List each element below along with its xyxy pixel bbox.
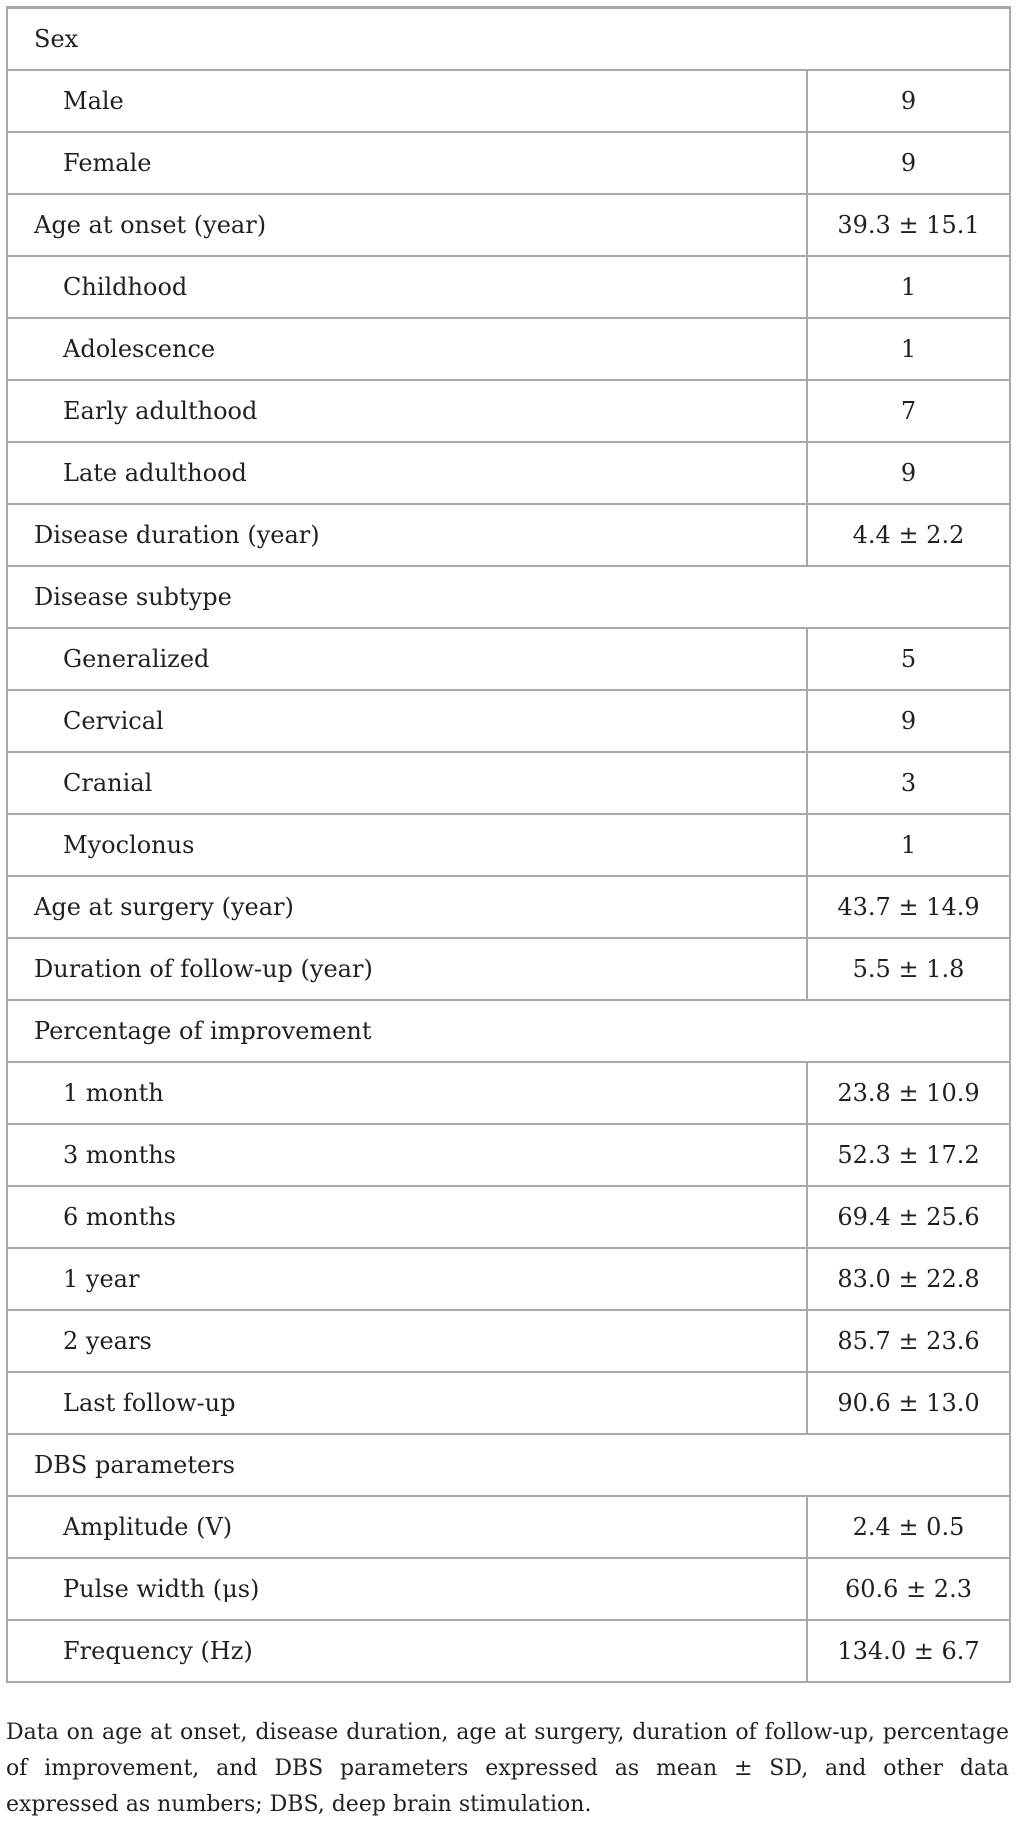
table-row xyxy=(7,1186,1010,1248)
table-footnote: Data on age at onset, disease duration, age at surgery, duration of follow-up, percentage of improvement, and DBS parameters expressed as mean ± SD, and other data expressed as numbers; DBS, deep brain stimulation. xyxy=(6,1720,1009,1817)
table-row xyxy=(7,442,1010,504)
variable-label: Duration of follow-up (year) xyxy=(7,938,807,1000)
table-section-row xyxy=(7,1000,1010,1062)
value-cell: 9 xyxy=(807,132,1010,194)
table-row xyxy=(7,1062,1010,1124)
variable-label: Age at surgery (year) xyxy=(7,876,807,938)
subcategory-label: Last follow-up xyxy=(7,1372,807,1434)
subcategory-label: Late adulthood xyxy=(7,442,807,504)
table-section-row xyxy=(7,8,1010,70)
table-row xyxy=(7,318,1010,380)
value-cell: 52.3 ± 17.2 xyxy=(807,1124,1010,1186)
table-row xyxy=(7,70,1010,132)
table-row xyxy=(7,690,1010,752)
table-row xyxy=(7,938,1010,1000)
value-cell: 1 xyxy=(807,256,1010,318)
value-cell: 9 xyxy=(807,690,1010,752)
table-row xyxy=(7,752,1010,814)
subcategory-label: Amplitude (V) xyxy=(7,1496,807,1558)
value-cell: 4.4 ± 2.2 xyxy=(807,504,1010,566)
value-cell: 134.0 ± 6.7 xyxy=(807,1620,1010,1682)
subcategory-label: 2 years xyxy=(7,1310,807,1372)
subcategory-label: Cranial xyxy=(7,752,807,814)
value-cell: 9 xyxy=(807,70,1010,132)
table-section-row xyxy=(7,1434,1010,1496)
data-table xyxy=(6,6,1011,1683)
section-label: Sex xyxy=(7,8,1010,70)
value-cell: 60.6 ± 2.3 xyxy=(807,1558,1010,1620)
value-cell: 9 xyxy=(807,442,1010,504)
table-row xyxy=(7,1310,1010,1372)
table-row xyxy=(7,814,1010,876)
table-row xyxy=(7,194,1010,256)
subcategory-label: Myoclonus xyxy=(7,814,807,876)
value-cell: 39.3 ± 15.1 xyxy=(807,194,1010,256)
table-body xyxy=(7,8,1010,1682)
subcategory-label: Cervical xyxy=(7,690,807,752)
value-cell: 23.8 ± 10.9 xyxy=(807,1062,1010,1124)
table-row xyxy=(7,1372,1010,1434)
subcategory-label: Female xyxy=(7,132,807,194)
value-cell: 85.7 ± 23.6 xyxy=(807,1310,1010,1372)
table-section-row xyxy=(7,566,1010,628)
table-row xyxy=(7,876,1010,938)
section-label: Percentage of improvement xyxy=(7,1000,1010,1062)
subcategory-label: 6 months xyxy=(7,1186,807,1248)
table-row xyxy=(7,380,1010,442)
table-row xyxy=(7,1248,1010,1310)
table-row xyxy=(7,628,1010,690)
value-cell: 83.0 ± 22.8 xyxy=(807,1248,1010,1310)
value-cell: 2.4 ± 0.5 xyxy=(807,1496,1010,1558)
subcategory-label: Generalized xyxy=(7,628,807,690)
subcategory-label: 1 month xyxy=(7,1062,807,1124)
value-cell: 3 xyxy=(807,752,1010,814)
section-label: DBS parameters xyxy=(7,1434,1010,1496)
subcategory-label: Pulse width (μs) xyxy=(7,1558,807,1620)
subcategory-label: 3 months xyxy=(7,1124,807,1186)
section-label: Disease subtype xyxy=(7,566,1010,628)
subcategory-label: 1 year xyxy=(7,1248,807,1310)
variable-label: Disease duration (year) xyxy=(7,504,807,566)
value-cell: 43.7 ± 14.9 xyxy=(807,876,1010,938)
subcategory-label: Frequency (Hz) xyxy=(7,1620,807,1682)
subcategory-label: Childhood xyxy=(7,256,807,318)
value-cell: 5 xyxy=(807,628,1010,690)
value-cell: 69.4 ± 25.6 xyxy=(807,1186,1010,1248)
table-row xyxy=(7,256,1010,318)
table-row xyxy=(7,132,1010,194)
value-cell: 1 xyxy=(807,814,1010,876)
value-cell: 90.6 ± 13.0 xyxy=(807,1372,1010,1434)
subcategory-label: Early adulthood xyxy=(7,380,807,442)
table-row xyxy=(7,1124,1010,1186)
table-row xyxy=(7,504,1010,566)
table-row xyxy=(7,1620,1010,1682)
subcategory-label: Male xyxy=(7,70,807,132)
table-row xyxy=(7,1496,1010,1558)
value-cell: 5.5 ± 1.8 xyxy=(807,938,1010,1000)
table-row xyxy=(7,1558,1010,1620)
subcategory-label: Adolescence xyxy=(7,318,807,380)
value-cell: 1 xyxy=(807,318,1010,380)
value-cell: 7 xyxy=(807,380,1010,442)
variable-label: Age at onset (year) xyxy=(7,194,807,256)
